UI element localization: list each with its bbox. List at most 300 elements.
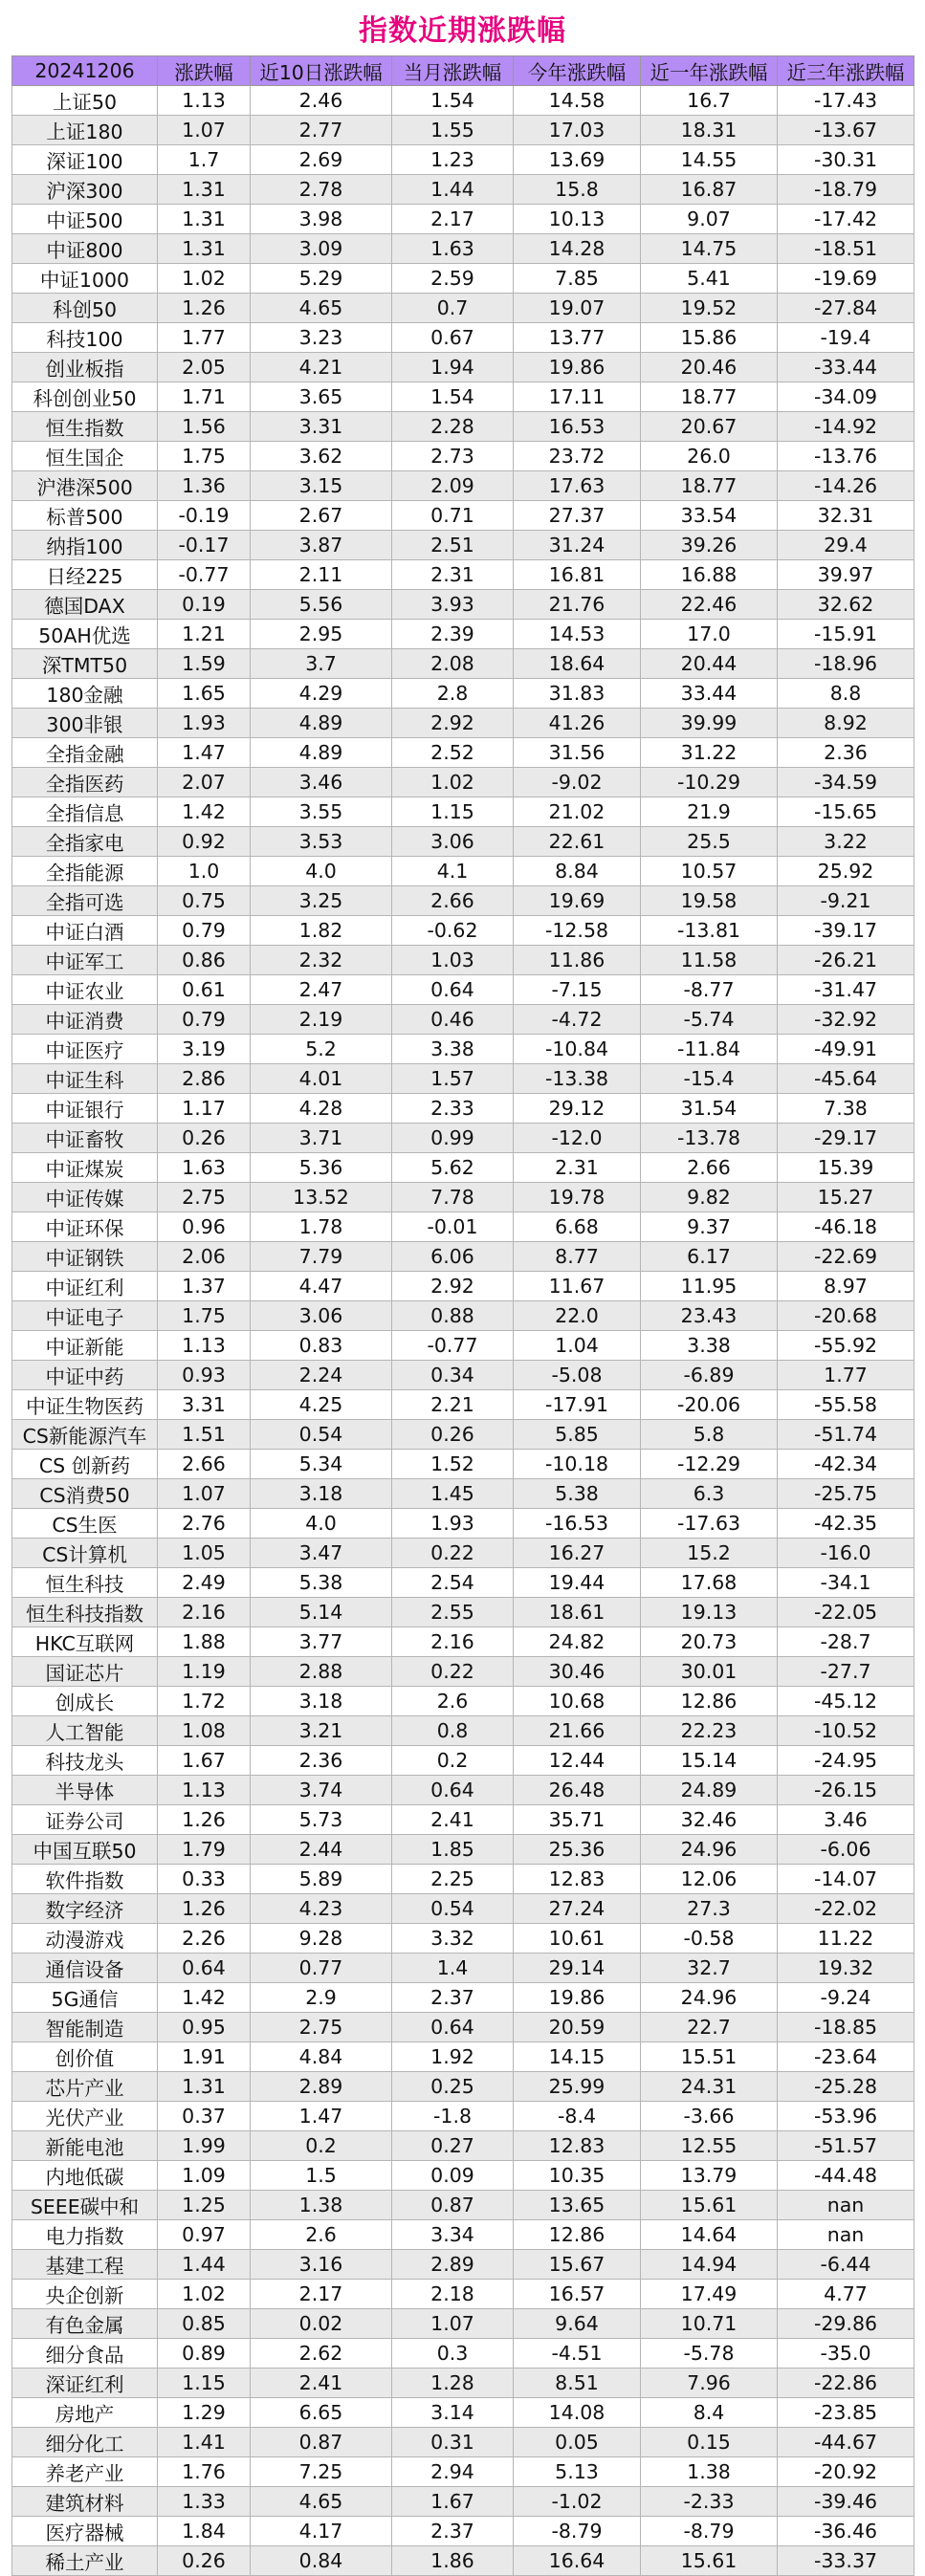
ytd-change-cell: 12.44 (514, 1746, 641, 1776)
one-year-change-cell: 11.95 (641, 1272, 778, 1301)
ten-day-change-cell: 2.78 (251, 175, 392, 205)
month-change-cell: 3.34 (392, 2220, 514, 2250)
table-row (12, 797, 914, 827)
table-row (12, 827, 914, 857)
change-cell: 0.93 (158, 1361, 251, 1390)
month-change-cell: -0.77 (392, 1331, 514, 1361)
ten-day-change-cell: 4.25 (251, 1390, 392, 1420)
index-name-cell: 中国互联50 (12, 1835, 158, 1865)
ten-day-change-cell: 5.34 (251, 1450, 392, 1479)
ten-day-change-cell: 3.71 (251, 1124, 392, 1153)
one-year-change-cell: 3.38 (641, 1331, 778, 1361)
one-year-change-cell: -11.84 (641, 1035, 778, 1064)
ten-day-change-cell: 4.0 (251, 1509, 392, 1539)
change-cell: 1.05 (158, 1539, 251, 1568)
month-change-cell: 0.22 (392, 1657, 514, 1687)
month-change-cell: 2.94 (392, 2457, 514, 2487)
change-cell: 1.56 (158, 412, 251, 442)
table-row (12, 145, 914, 175)
table-row (12, 1064, 914, 1094)
three-year-change-cell: 32.62 (778, 590, 914, 620)
month-change-cell: 0.71 (392, 501, 514, 531)
month-change-cell: 2.09 (392, 471, 514, 501)
three-year-change-cell: 11.22 (778, 1924, 914, 1954)
table-row (12, 116, 914, 145)
ten-day-change-cell: 4.89 (251, 738, 392, 768)
ten-day-change-cell: 1.38 (251, 2191, 392, 2220)
one-year-change-cell: 16.87 (641, 175, 778, 205)
index-name-cell: 全指家电 (12, 827, 158, 857)
three-year-change-cell: -20.92 (778, 2457, 914, 2487)
ytd-change-cell: 23.72 (514, 442, 641, 471)
three-year-change-cell: -42.35 (778, 1509, 914, 1539)
three-year-change-cell: -44.48 (778, 2161, 914, 2191)
one-year-change-cell: 18.77 (641, 382, 778, 412)
three-year-change-cell: -9.21 (778, 886, 914, 916)
one-year-change-cell: 11.58 (641, 946, 778, 975)
month-change-cell: 0.64 (392, 2013, 514, 2042)
table-body (12, 86, 914, 2576)
change-cell: 1.07 (158, 116, 251, 145)
ten-day-change-cell: 5.56 (251, 590, 392, 620)
three-year-change-cell: -16.0 (778, 1539, 914, 1568)
ytd-change-cell: 11.67 (514, 1272, 641, 1301)
one-year-change-cell: -6.89 (641, 1361, 778, 1390)
table-row (12, 1331, 914, 1361)
index-name-cell: 中证银行 (12, 1094, 158, 1124)
index-name-cell: CS计算机 (12, 1539, 158, 1568)
month-change-cell: 1.15 (392, 797, 514, 827)
month-change-cell: 4.1 (392, 857, 514, 886)
three-year-change-cell: -29.17 (778, 1124, 914, 1153)
month-change-cell: 3.14 (392, 2398, 514, 2428)
index-name-cell: 创价值 (12, 2042, 158, 2072)
month-change-cell: 2.25 (392, 1865, 514, 1894)
one-year-change-cell: 19.58 (641, 886, 778, 916)
one-year-change-cell: 7.96 (641, 2369, 778, 2398)
one-year-change-cell: 22.46 (641, 590, 778, 620)
one-year-change-cell: 20.73 (641, 1627, 778, 1657)
ten-day-change-cell: 3.74 (251, 1776, 392, 1805)
one-year-change-cell: -10.29 (641, 768, 778, 797)
ytd-change-cell: 30.46 (514, 1657, 641, 1687)
change-cell: 1.26 (158, 1805, 251, 1835)
three-year-change-cell: -34.09 (778, 382, 914, 412)
ten-day-change-cell: 3.87 (251, 531, 392, 560)
month-change-cell: 2.37 (392, 2517, 514, 2546)
month-change-cell: 0.22 (392, 1539, 514, 1568)
change-cell: 1.31 (158, 205, 251, 234)
ytd-change-cell: 8.84 (514, 857, 641, 886)
month-change-cell: 0.64 (392, 1776, 514, 1805)
month-change-cell: 2.21 (392, 1390, 514, 1420)
table-row (12, 1716, 914, 1746)
index-name-cell: 300非银 (12, 709, 158, 738)
index-name-cell: 德国DAX (12, 590, 158, 620)
table-row (12, 620, 914, 649)
three-year-change-cell: -24.95 (778, 1746, 914, 1776)
one-year-change-cell: 12.86 (641, 1687, 778, 1716)
ten-day-change-cell: 1.47 (251, 2102, 392, 2131)
one-year-change-cell: 0.15 (641, 2428, 778, 2457)
ytd-change-cell: 13.65 (514, 2191, 641, 2220)
ytd-change-cell: 14.28 (514, 234, 641, 264)
month-change-cell: 2.92 (392, 709, 514, 738)
month-change-cell: 1.54 (392, 86, 514, 116)
table-row (12, 501, 914, 531)
table-row (12, 531, 914, 560)
one-year-change-cell: 15.61 (641, 2546, 778, 2576)
one-year-change-cell: 39.26 (641, 531, 778, 560)
index-name-cell: 软件指数 (12, 1865, 158, 1894)
month-change-cell: 2.51 (392, 531, 514, 560)
change-column-header: 涨跌幅 (158, 56, 251, 86)
ten-day-change-cell: 1.78 (251, 1212, 392, 1242)
three-year-change-cell: nan (778, 2191, 914, 2220)
index-name-cell: 医疗器械 (12, 2517, 158, 2546)
month-change-cell: 1.57 (392, 1064, 514, 1094)
one-year-change-cell: 31.22 (641, 738, 778, 768)
one-year-change-cell: 6.17 (641, 1242, 778, 1272)
change-cell: 0.75 (158, 886, 251, 916)
month-change-cell: 2.17 (392, 205, 514, 234)
index-name-cell: 养老产业 (12, 2457, 158, 2487)
month-change-cell: 1.67 (392, 2487, 514, 2517)
table-row (12, 2428, 914, 2457)
three-year-change-cell: 1.77 (778, 1361, 914, 1390)
one-year-change-cell: 15.51 (641, 2042, 778, 2072)
month-change-cell: 2.73 (392, 442, 514, 471)
table-row (12, 1924, 914, 1954)
ten-day-change-cell: 5.38 (251, 1568, 392, 1598)
table-row (12, 1035, 914, 1064)
header-row (12, 56, 914, 86)
ten-day-change-cell: 4.84 (251, 2042, 392, 2072)
ytd-change-cell: 31.83 (514, 679, 641, 709)
change-cell: 0.64 (158, 1954, 251, 1983)
change-cell: 1.29 (158, 2398, 251, 2428)
change-cell: 1.13 (158, 1776, 251, 1805)
ytd-change-column-header: 今年涨跌幅 (514, 56, 641, 86)
month-change-cell: 3.93 (392, 590, 514, 620)
one-year-change-cell: 20.44 (641, 649, 778, 679)
index-name-cell: 创成长 (12, 1687, 158, 1716)
change-cell: 2.86 (158, 1064, 251, 1094)
table-row (12, 738, 914, 768)
change-cell: -0.19 (158, 501, 251, 531)
table-row (12, 1627, 914, 1657)
month-change-cell: 0.27 (392, 2131, 514, 2161)
table-header (12, 56, 914, 86)
one-year-change-cell: -20.06 (641, 1390, 778, 1420)
one-year-change-cell: 30.01 (641, 1657, 778, 1687)
three-year-change-cell: -49.91 (778, 1035, 914, 1064)
ytd-change-cell: 10.61 (514, 1924, 641, 1954)
ten-day-change-cell: 2.75 (251, 2013, 392, 2042)
index-name-cell: 中证新能 (12, 1331, 158, 1361)
ten-day-change-cell: 2.19 (251, 1005, 392, 1035)
table-row (12, 1657, 914, 1687)
table-row (12, 1272, 914, 1301)
month-change-cell: 1.23 (392, 145, 514, 175)
index-name-cell: 动漫游戏 (12, 1924, 158, 1954)
three-year-change-cell: -15.65 (778, 797, 914, 827)
ten-day-change-cell: 4.28 (251, 1094, 392, 1124)
ytd-change-cell: 25.99 (514, 2072, 641, 2102)
date-column-header: 20241206 (12, 56, 158, 86)
table-row (12, 916, 914, 946)
table-row (12, 294, 914, 323)
index-name-cell: 半导体 (12, 1776, 158, 1805)
ytd-change-cell: 35.71 (514, 1805, 641, 1835)
change-cell: 1.09 (158, 2161, 251, 2191)
ytd-change-cell: 13.69 (514, 145, 641, 175)
three-year-change-cell: -14.26 (778, 471, 914, 501)
three-year-change-cell: -6.44 (778, 2250, 914, 2280)
change-cell: 1.19 (158, 1657, 251, 1687)
index-name-cell: HKC互联网 (12, 1627, 158, 1657)
ten-day-change-cell: 3.7 (251, 649, 392, 679)
change-cell: 2.49 (158, 1568, 251, 1598)
three-year-change-cell: -23.85 (778, 2398, 914, 2428)
one-year-change-cell: 19.13 (641, 1598, 778, 1627)
index-name-cell: 深TMT50 (12, 649, 158, 679)
index-name-cell: CS新能源汽车 (12, 1420, 158, 1450)
index-name-cell: 全指可选 (12, 886, 158, 916)
index-name-cell: 人工智能 (12, 1716, 158, 1746)
change-cell: 1.91 (158, 2042, 251, 2072)
month-change-cell: 2.66 (392, 886, 514, 916)
change-cell: 1.31 (158, 175, 251, 205)
index-name-cell: 国证芯片 (12, 1657, 158, 1687)
table-row (12, 1746, 914, 1776)
three-year-change-cell: -26.15 (778, 1776, 914, 1805)
table-row (12, 2309, 914, 2339)
three-year-change-cell: 15.27 (778, 1183, 914, 1212)
change-cell: 1.26 (158, 1894, 251, 1924)
index-name-cell: 科技100 (12, 323, 158, 353)
ten-day-change-cell: 2.89 (251, 2072, 392, 2102)
index-name-cell: 中证生科 (12, 1064, 158, 1094)
index-name-cell: 沪深300 (12, 175, 158, 205)
one-year-change-cell: 13.79 (641, 2161, 778, 2191)
change-cell: 0.95 (158, 2013, 251, 2042)
change-cell: 0.26 (158, 1124, 251, 1153)
three-year-change-cell: -45.12 (778, 1687, 914, 1716)
ten-day-change-cell: 2.17 (251, 2280, 392, 2309)
table-row (12, 353, 914, 382)
ytd-change-cell: 0.05 (514, 2428, 641, 2457)
index-name-cell: 智能制造 (12, 2013, 158, 2042)
table-row (12, 1568, 914, 1598)
month-change-cell: 2.41 (392, 1805, 514, 1835)
ytd-change-cell: 2.31 (514, 1153, 641, 1183)
ytd-change-cell: 5.13 (514, 2457, 641, 2487)
ytd-change-cell: 12.83 (514, 2131, 641, 2161)
month-change-cell: 0.54 (392, 1894, 514, 1924)
ten-day-change-cell: 3.16 (251, 2250, 392, 2280)
month-change-cell: 2.39 (392, 620, 514, 649)
table-row (12, 560, 914, 590)
index-name-cell: 恒生科技 (12, 1568, 158, 1598)
one-year-change-column-header: 近一年涨跌幅 (641, 56, 778, 86)
month-change-cell: 2.89 (392, 2250, 514, 2280)
one-year-change-cell: 24.89 (641, 1776, 778, 1805)
table-row (12, 2042, 914, 2072)
month-change-cell: 2.8 (392, 679, 514, 709)
ytd-change-cell: 16.57 (514, 2280, 641, 2309)
three-year-change-cell: 29.4 (778, 531, 914, 560)
index-name-cell: 全指信息 (12, 797, 158, 827)
table-row (12, 442, 914, 471)
change-cell: 1.75 (158, 442, 251, 471)
ytd-change-cell: 20.59 (514, 2013, 641, 2042)
ytd-change-cell: 8.77 (514, 1242, 641, 1272)
three-year-change-cell: -33.37 (778, 2546, 914, 2576)
ten-day-change-cell: 3.09 (251, 234, 392, 264)
month-change-cell: 1.94 (392, 353, 514, 382)
ytd-change-cell: -17.91 (514, 1390, 641, 1420)
one-year-change-cell: -12.29 (641, 1450, 778, 1479)
one-year-change-cell: 2.66 (641, 1153, 778, 1183)
index-name-cell: 深证红利 (12, 2369, 158, 2398)
ten-day-change-cell: 4.23 (251, 1894, 392, 1924)
three-year-change-cell: -33.44 (778, 353, 914, 382)
one-year-change-cell: 31.54 (641, 1094, 778, 1124)
ytd-change-cell: 25.36 (514, 1835, 641, 1865)
three-year-change-cell: -14.92 (778, 412, 914, 442)
ten-day-change-cell: 9.28 (251, 1924, 392, 1954)
index-name-cell: 内地低碳 (12, 2161, 158, 2191)
index-name-cell: 基建工程 (12, 2250, 158, 2280)
month-change-cell: 2.28 (392, 412, 514, 442)
table-row (12, 323, 914, 353)
ten-day-change-cell: 2.32 (251, 946, 392, 975)
table-row (12, 1509, 914, 1539)
month-change-cell: 1.63 (392, 234, 514, 264)
ytd-change-cell: 31.24 (514, 531, 641, 560)
three-year-change-cell: -6.06 (778, 1835, 914, 1865)
three-year-change-cell: -22.02 (778, 1894, 914, 1924)
three-year-change-cell: -39.17 (778, 916, 914, 946)
three-year-change-cell: 32.31 (778, 501, 914, 531)
ytd-change-cell: -8.79 (514, 2517, 641, 2546)
month-change-cell: 1.07 (392, 2309, 514, 2339)
index-name-cell: 全指医药 (12, 768, 158, 797)
index-name-cell: 中证传媒 (12, 1183, 158, 1212)
three-year-change-cell: 15.39 (778, 1153, 914, 1183)
index-name-cell: CS 创新药 (12, 1450, 158, 1479)
month-change-cell: 2.31 (392, 560, 514, 590)
one-year-change-cell: 10.71 (641, 2309, 778, 2339)
three-year-change-cell: -19.4 (778, 323, 914, 353)
three-year-change-cell: 39.97 (778, 560, 914, 590)
ten-day-change-cell: 0.2 (251, 2131, 392, 2161)
ten-day-change-cell: 3.47 (251, 1539, 392, 1568)
ten-day-change-cell: 2.6 (251, 2220, 392, 2250)
ytd-change-cell: 1.04 (514, 1331, 641, 1361)
month-change-cell: 0.34 (392, 1361, 514, 1390)
table-row (12, 2339, 914, 2369)
ytd-change-cell: 7.85 (514, 264, 641, 294)
change-cell: 0.37 (158, 2102, 251, 2131)
ytd-change-cell: -4.51 (514, 2339, 641, 2369)
three-year-change-cell: -30.31 (778, 145, 914, 175)
month-change-cell: 0.88 (392, 1301, 514, 1331)
one-year-change-cell: 16.88 (641, 560, 778, 590)
one-year-change-cell: 14.55 (641, 145, 778, 175)
one-year-change-cell: 22.23 (641, 1716, 778, 1746)
change-cell: 1.76 (158, 2457, 251, 2487)
change-cell: 0.33 (158, 1865, 251, 1894)
table-row (12, 2161, 914, 2191)
change-cell: 2.05 (158, 353, 251, 382)
three-year-change-cell: -46.18 (778, 1212, 914, 1242)
ten-day-change-cell: 1.82 (251, 916, 392, 946)
one-year-change-cell: 23.43 (641, 1301, 778, 1331)
one-year-change-cell: 17.49 (641, 2280, 778, 2309)
index-name-cell: CS生医 (12, 1509, 158, 1539)
table-row (12, 1805, 914, 1835)
index-name-cell: 房地产 (12, 2398, 158, 2428)
one-year-change-cell: 24.96 (641, 1983, 778, 2013)
change-cell: 1.15 (158, 2369, 251, 2398)
three-year-change-cell: -28.7 (778, 1627, 914, 1657)
one-year-change-cell: 16.7 (641, 86, 778, 116)
change-cell: 1.79 (158, 1835, 251, 1865)
ten-day-change-cell: 4.89 (251, 709, 392, 738)
three-year-change-cell: -18.85 (778, 2013, 914, 2042)
table-row (12, 1539, 914, 1568)
ten-day-change-cell: 5.14 (251, 1598, 392, 1627)
ten-day-change-cell: 3.77 (251, 1627, 392, 1657)
change-cell: 1.71 (158, 382, 251, 412)
index-name-cell: 中证500 (12, 205, 158, 234)
ytd-change-cell: 18.61 (514, 1598, 641, 1627)
month-change-cell: 2.37 (392, 1983, 514, 2013)
three-year-change-cell: -36.46 (778, 2517, 914, 2546)
change-cell: 1.42 (158, 797, 251, 827)
index-name-cell: 标普500 (12, 501, 158, 531)
ten-day-change-cell: 5.89 (251, 1865, 392, 1894)
one-year-change-cell: -5.74 (641, 1005, 778, 1035)
ytd-change-cell: 10.68 (514, 1687, 641, 1716)
index-name-cell: 科创50 (12, 294, 158, 323)
table-row (12, 2487, 914, 2517)
change-cell: 0.97 (158, 2220, 251, 2250)
ten-day-change-cell: 3.62 (251, 442, 392, 471)
three-year-change-cell: -27.84 (778, 294, 914, 323)
table-row (12, 1479, 914, 1509)
index-name-cell: 科创创业50 (12, 382, 158, 412)
ten-day-change-cell: 2.95 (251, 620, 392, 649)
ten-day-change-cell: 4.0 (251, 857, 392, 886)
ytd-change-cell: 12.86 (514, 2220, 641, 2250)
table-row (12, 2102, 914, 2131)
one-year-change-cell: 17.68 (641, 1568, 778, 1598)
month-change-cell: 1.52 (392, 1450, 514, 1479)
ytd-change-cell: 21.66 (514, 1716, 641, 1746)
ten-day-change-cell: 2.69 (251, 145, 392, 175)
month-change-cell: 3.38 (392, 1035, 514, 1064)
one-year-change-cell: 14.94 (641, 2250, 778, 2280)
one-year-change-cell: 27.3 (641, 1894, 778, 1924)
ytd-change-cell: 27.37 (514, 501, 641, 531)
ten-day-change-cell: 13.52 (251, 1183, 392, 1212)
ten-day-change-cell: 3.21 (251, 1716, 392, 1746)
ten-day-change-cell: 3.06 (251, 1301, 392, 1331)
one-year-change-cell: 19.52 (641, 294, 778, 323)
